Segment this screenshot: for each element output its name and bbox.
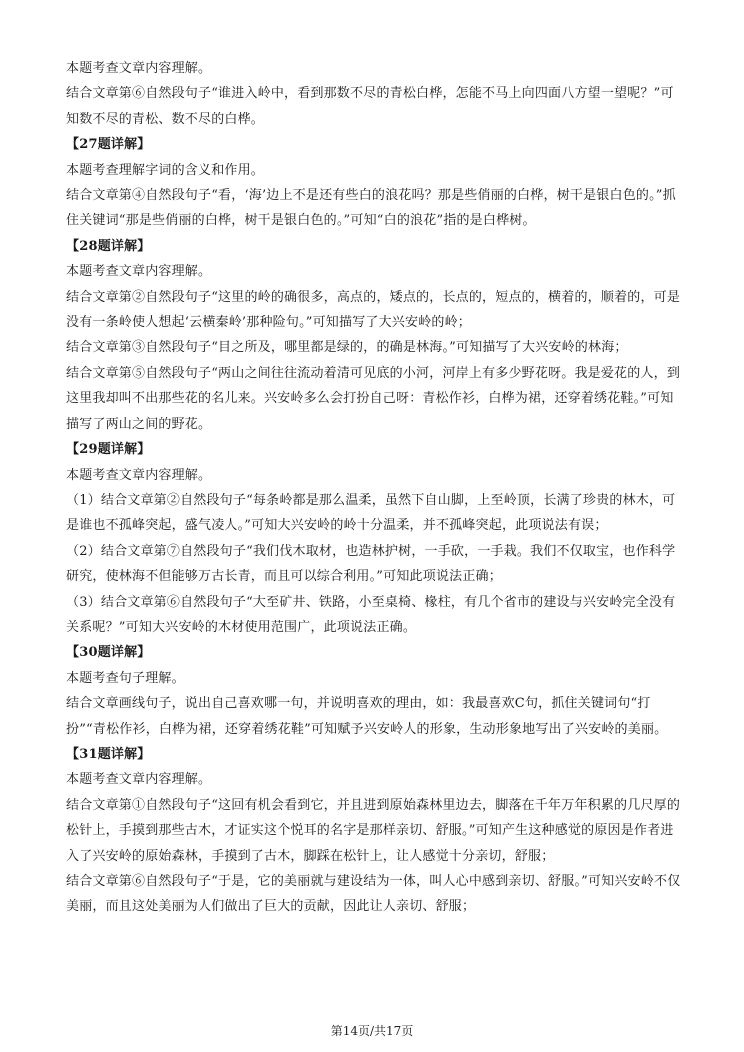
paragraph: 结合文章第③自然段句子“目之所及，哪里都是绿的，的确是林海。”可知描写了大兴安岭的林海； (66, 340, 628, 356)
section-heading: 【29题详解】 (66, 442, 151, 458)
paragraph: 本题考查文章内容理解。 (66, 772, 212, 788)
paragraph: 结合文章第①自然段句子“这回有机会看到它，并且进到原始森林里边去，脚落在千年万年积累的几尺厚的松针上，手摸到那些古木，才证实这个悦耳的名字是那样亲切、舒服。”可知产生这种感觉的原因是作者进入了兴安岭的原始森林，手摸到了古木，脚踩在松针上，让人感觉十分亲切，舒服； (66, 797, 681, 864)
page-number: 第14页/共17页 (330, 1024, 414, 1038)
paragraph: 结合文章第⑥自然段句子“谁进入岭中，看到那数不尽的青松白桦，怎能不马上向四面八方望一望呢？”可知数不尽的青松、数不尽的白桦。 (66, 86, 674, 127)
section-heading: 【31题详解】 (66, 746, 151, 762)
paragraph: 结合文章第⑤自然段句子“两山之间往往流动着清可见底的小河，河岸上有多少野花呀。我是爱花的人，到这里我却叫不出那些花的名儿来。兴安岭多么会打扮自己呀：青松作衫，白桦为裙，还穿着绣花鞋。”可知描写了两山之间的野花。 (66, 365, 681, 432)
paragraph: 结合文章第②自然段句子“这里的岭的确很多，高点的，矮点的，长点的，短点的，横着的，顺着的，可是没有一条岭使人想起‘云横秦岭’那种险句。”可知描写了大兴安岭的岭； (66, 289, 681, 331)
section-heading: 【27题详解】 (66, 137, 151, 153)
section-heading: 【30题详解】 (66, 645, 151, 661)
paragraph: 结合文章画线句子，说出自己喜欢哪一句，并说明喜欢的理由，如：我最喜欢C句，抓住关键词句“打扮”“青松作衫，白桦为裙，还穿着绣花鞋”可知赋予兴安岭人的形象，生动形象地写出了兴安岭的美丽。 (66, 696, 668, 737)
paragraph: 本题考查文章内容理解。 (66, 61, 212, 76)
paragraph: 结合文章第⑥自然段句子“于是，它的美丽就与建设结为一体，叫人心中感到亲切、舒服。”可知兴安岭不仅美丽，而且这处美丽为人们做出了巨大的贡献，因此让人亲切、舒服； (66, 874, 681, 915)
paragraph: 本题考查理解字词的含义和作用。 (66, 162, 265, 178)
paragraph: （3）结合文章第⑥自然段句子“大至矿井、铁路，小至桌椅、椽柱，有几个省市的建设与兴安岭完全没有关系呢？”可知大兴安岭的木材使用范围广，此项说法正确。 (66, 594, 676, 635)
paragraph: 本题考查文章内容理解。 (66, 467, 212, 483)
paragraph: 本题考查文章内容理解。 (66, 264, 212, 280)
paragraph: （1）结合文章第②自然段句子“每条岭都是那么温柔，虽然下自山脚，上至岭顶，长满了珍贵的林木，可是谁也不孤峰突起，盛气凌人。”可知大兴安岭的岭十分温柔，并不孤峰突起，此项说法有误； (66, 492, 676, 534)
section-heading: 【28题详解】 (66, 238, 151, 254)
document-body (66, 56, 682, 920)
paragraph: （2）结合文章第⑦自然段句子“我们伐木取材，也造林护树，一手砍，一手栽。我们不仅取宝，也作科学研究，使林海不但能够万古长青，而且可以综合利用。”可知此项说法正确； (66, 543, 676, 585)
paragraph: 本题考查句子理解。 (66, 670, 185, 686)
paragraph: 结合文章第④自然段句子“看，‘海’边上不是还有些白的浪花吗？那是些俏丽的白桦，树干是银白色的。”抓住关键词“那是些俏丽的白桦，树干是银白色的。”可知“白的浪花”指的是白桦树。 (66, 188, 676, 229)
